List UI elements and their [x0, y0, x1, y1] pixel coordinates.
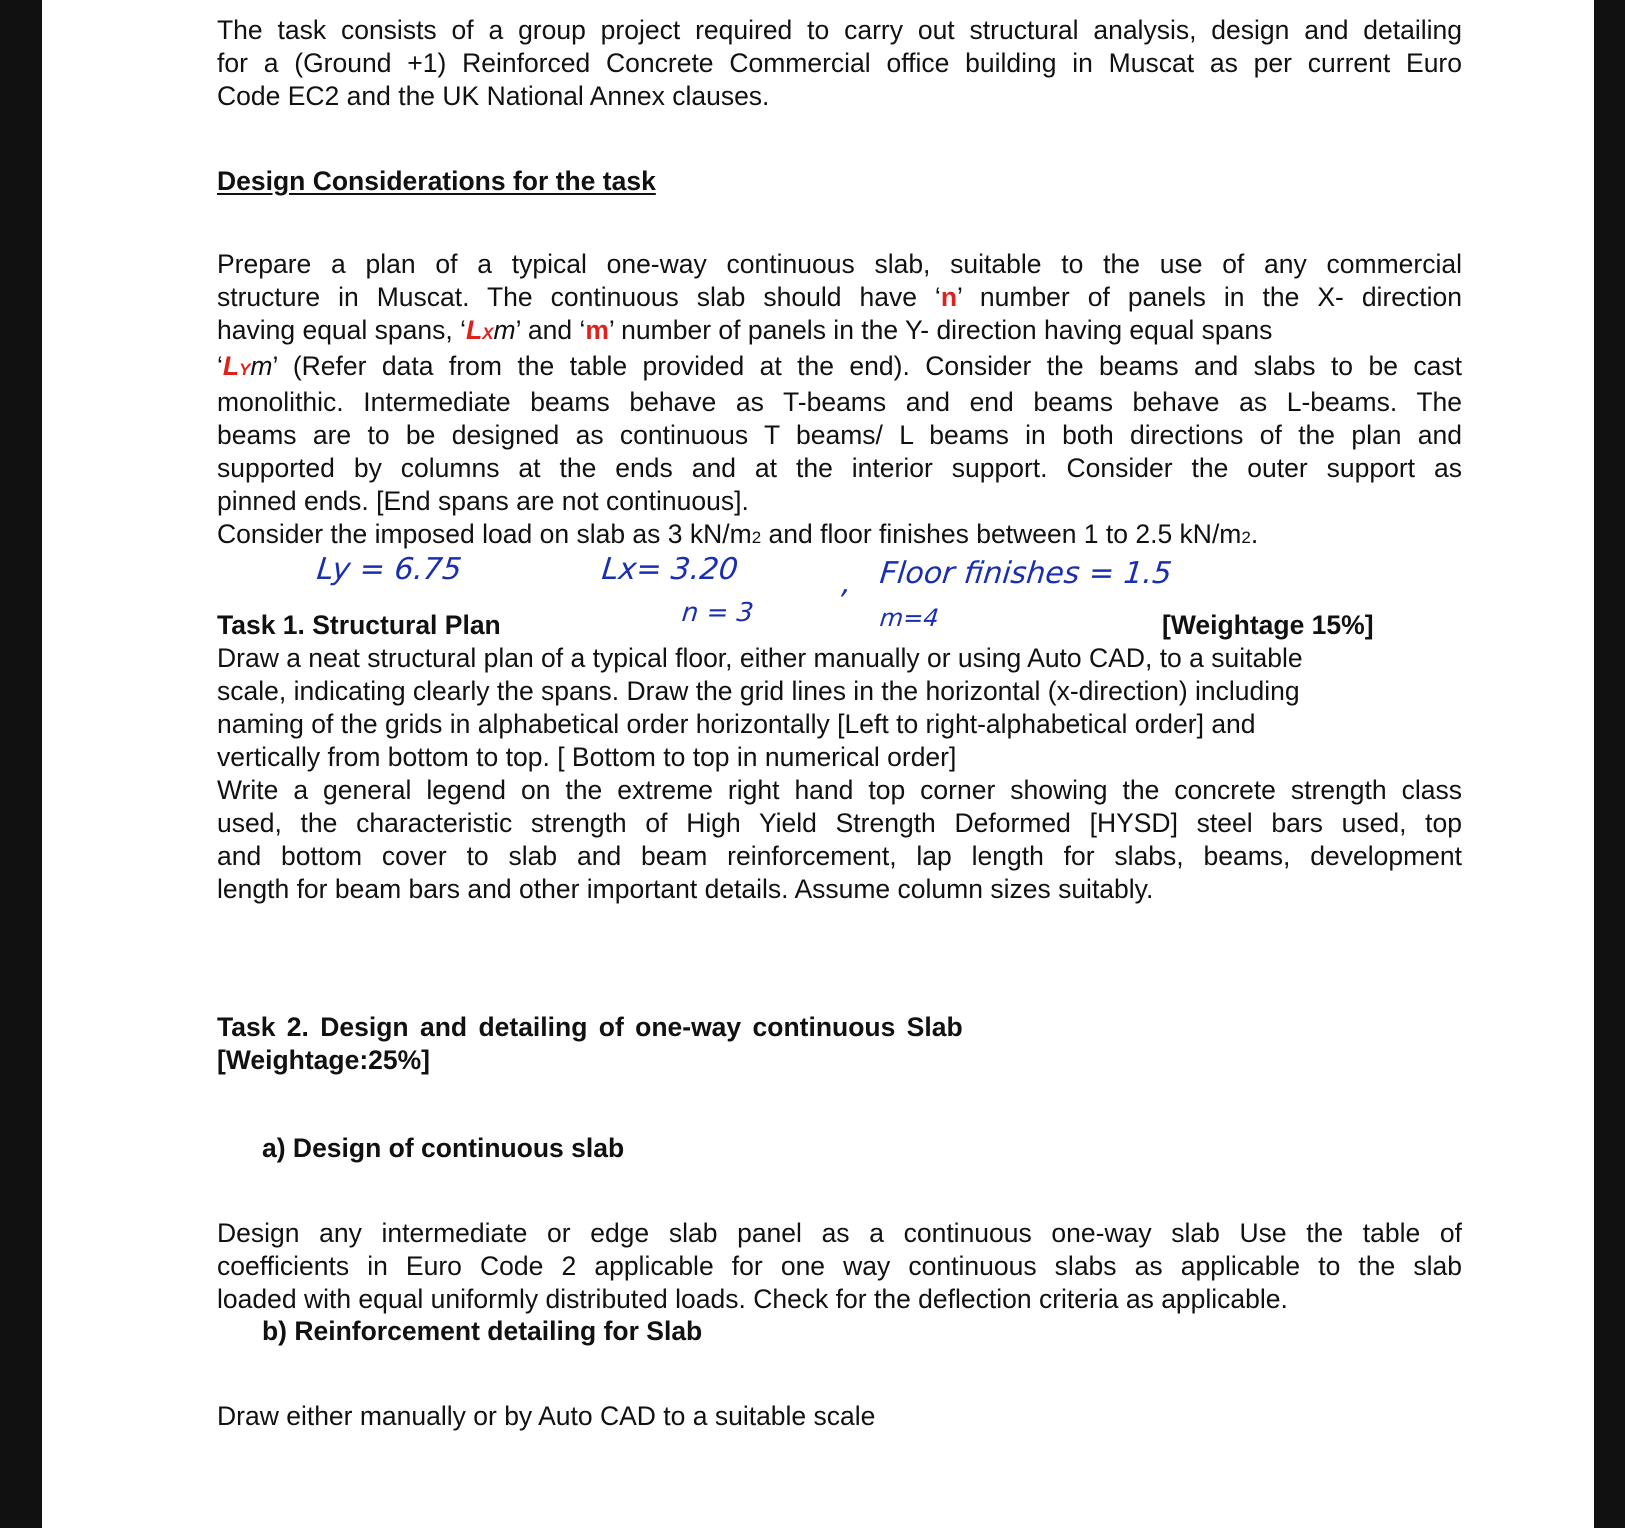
handwritten-comma: , — [840, 566, 854, 601]
paragraph-line: and bottom cover to slab and beam reinforcement, lap length for slabs, beams, development — [217, 841, 1462, 871]
paragraph-line: Write a general legend on the extreme right hand top corner showing the concrete strength class — [217, 775, 1462, 805]
task2-title: Task 2. Design and detailing of one-way continuous Slab — [217, 1012, 963, 1042]
handwritten-floor-finishes: Floor finishes = 1.5 — [878, 556, 1174, 591]
paragraph-line: naming of the grids in alphabetical order horizontally [Left to right-alphabetical order] and — [217, 709, 1256, 739]
m-variable: m — [585, 315, 609, 345]
handwritten-n: n = 3 — [680, 598, 755, 628]
section-heading: Design Considerations for the task — [217, 166, 656, 196]
paragraph-line: loaded with equal uniformly distributed loads. Check for the deflection criteria as applicable. — [217, 1284, 1288, 1314]
task2-weightage: [Weightage:25%] — [217, 1045, 431, 1075]
task1-title: Task 1. Structural Plan — [217, 610, 501, 640]
design-considerations-paragraph — [217, 248, 1462, 554]
paragraph-line: pinned ends. [End spans are not continuous]. — [217, 486, 749, 516]
task1-weightage: [Weightage 15%] — [1162, 610, 1374, 640]
paragraph-line: ‘LYm’ (Refer data from the table provided at the end). Consider the beams and slabs to be cast — [217, 351, 1462, 381]
paragraph-line: vertically from bottom to top. [ Bottom to top in numerical order] — [217, 742, 957, 772]
intro-line: for a (Ground +1) Reinforced Concrete Commercial office building in Muscat as per current Euro — [217, 48, 1462, 78]
paragraph-line: used, the characteristic strength of High Yield Strength Deformed [HYSD] steel bars used, top — [217, 808, 1462, 838]
task2b-title: b) Reinforcement detailing for Slab — [262, 1316, 703, 1346]
intro-paragraph — [217, 14, 1462, 113]
paragraph-line: beams are to be designed as continuous T beams/ L beams in both directions of the plan and — [217, 420, 1462, 450]
paragraph-line: Design any intermediate or edge slab panel as a continuous one-way slab Use the table of — [217, 1218, 1462, 1248]
intro-line: The task consists of a group project required to carry out structural analysis, design and detailing — [217, 15, 1462, 45]
handwritten-ly: Ly = 6.75 — [315, 552, 464, 587]
paragraph-line: Prepare a plan of a typical one-way continuous slab, suitable to the use of any commercial — [217, 249, 1462, 279]
paragraph-line: length for beam bars and other important details. Assume column sizes suitably. — [217, 874, 1154, 904]
n-variable: n — [940, 282, 957, 312]
lx-variable: L — [465, 315, 483, 345]
paragraph-line: supported by columns at the ends and at the interior support. Consider the outer support as — [217, 453, 1462, 483]
handwritten-m: m=4 — [878, 604, 941, 632]
task2a-title: a) Design of continuous slab — [262, 1133, 625, 1163]
paragraph-line: coefficients in Euro Code 2 applicable for one way continuous slabs as applicable to the slab — [217, 1251, 1462, 1281]
paragraph-line: Consider the imposed load on slab as 3 kN/m2 and floor finishes between 1 to 2.5 kN/m2. — [217, 519, 1259, 549]
paragraph-line: having equal spans, ‘LXm’ and ‘m’ number of panels in the Y- direction having equal spans — [217, 315, 1273, 345]
handwritten-lx: Lx= 3.20 — [600, 552, 740, 587]
paragraph-line: structure in Muscat. The continuous slab should have ‘n’ number of panels in the X- direction — [217, 282, 1462, 312]
intro-line: Code EC2 and the UK National Annex clauses. — [217, 81, 770, 111]
task1-paragraph — [217, 642, 1462, 906]
document-page — [42, 0, 1594, 1528]
paragraph-line: Draw a neat structural plan of a typical floor, either manually or using Auto CAD, to a suitable — [217, 643, 1303, 673]
ly-variable: L — [222, 351, 240, 381]
paragraph-line: monolithic. Intermediate beams behave as T-beams and end beams behave as L-beams. The — [217, 387, 1462, 417]
task2a-paragraph — [217, 1217, 1462, 1316]
task2b-text: Draw either manually or by Auto CAD to a suitable scale — [217, 1401, 876, 1431]
paragraph-line: scale, indicating clearly the spans. Draw the grid lines in the horizontal (x-direction) including — [217, 676, 1300, 706]
